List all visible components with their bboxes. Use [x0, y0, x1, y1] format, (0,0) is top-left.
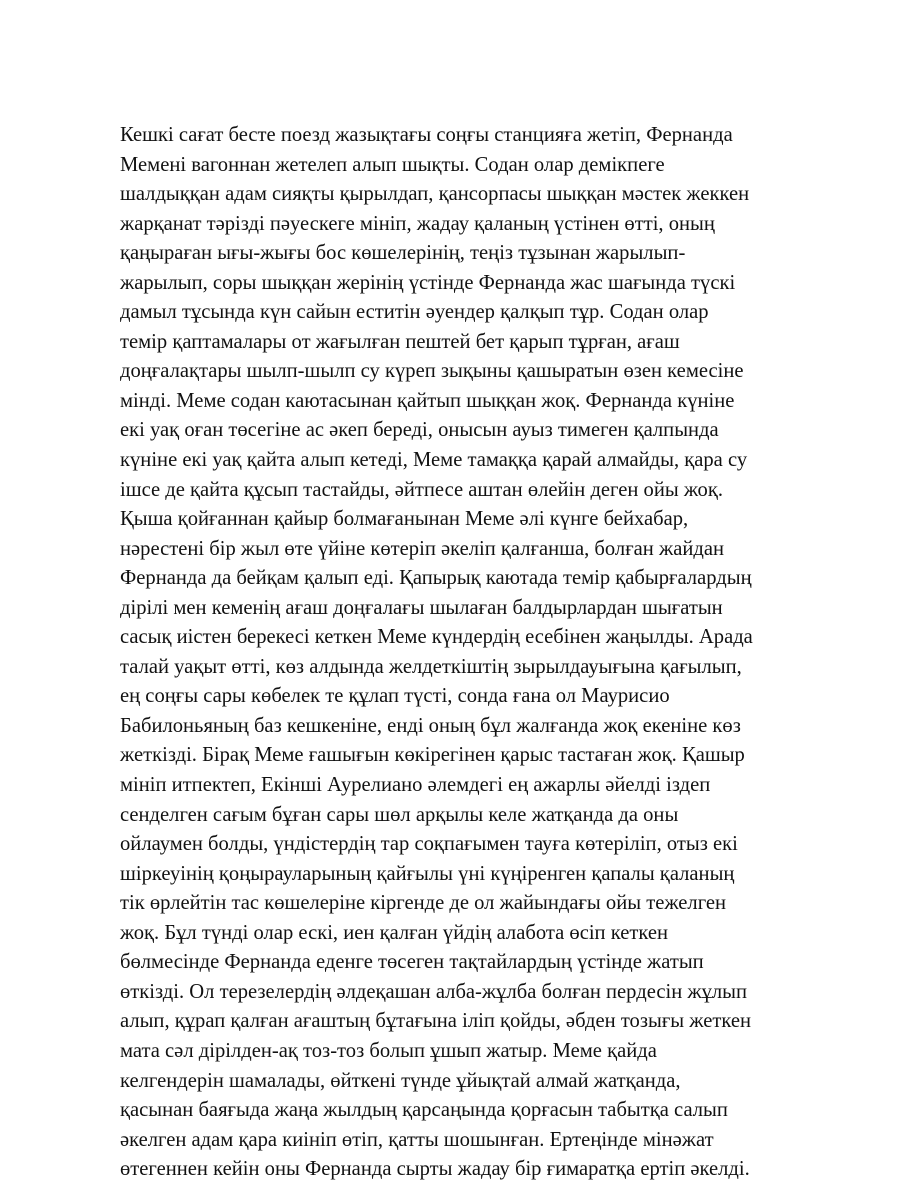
- text-line: келгендерін шамалады, өйткені түнде ұйықтай алмай жатқанда,: [120, 1069, 681, 1092]
- text-line: сенделген сағым бұған сары шөл арқылы келе жатқанда да оны: [120, 803, 679, 826]
- text-line: доңғалақтары шылп-шылп су күреп зықыны қашыратын өзен кемесіне: [120, 360, 744, 383]
- text-line: Кешкі сағат бесте поезд жазықтағы соңғы станцияға жетіп, Фернанда: [120, 124, 733, 146]
- text-line: шіркеуінің қоңырауларының қайғылы үні күңіренген қапалы қаланың: [120, 862, 735, 885]
- text-line: ішсе де қайта құсып тастайды, әйтпесе аштан өлейін деген ойы жоқ.: [120, 478, 724, 501]
- text-line: жоқ. Бұл түнді олар ескі, иен қалған үйдің алабота өсіп кеткен: [120, 921, 669, 944]
- text-line: дірілі мен кеменің ағаш доңғалағы шылаған балдырлардан шығатын: [120, 596, 723, 619]
- text-line: ойлаумен болды, үндістердің тар соқпағымен тауға көтеріліп, отыз екі: [120, 833, 738, 856]
- text-line: жарқанат тәрізді пәуескеге мініп, жадау қаланың үстінен өтті, оның: [120, 212, 715, 235]
- text-line: мата сәл дірілден-ақ тоз-тоз болып ұшып жатыр. Меме қайда: [120, 1039, 657, 1062]
- text-line: мінді. Меме содан каютасынан қайтып шыққан жоқ. Фернанда күніне: [120, 389, 735, 412]
- text-line: қаңыраған ығы-жығы бос көшелерінің, теңіз тұзынан жарылып-: [120, 242, 686, 265]
- text-line: темір қаптамалары от жағылған пештей бет қарып тұрған, ағаш: [120, 330, 680, 353]
- text-line: сасық иістен берекесі кеткен Меме күндердің есебінен жаңылды. Арада: [120, 626, 753, 649]
- text-line: мініп итпектеп, Екінші Аурелиано әлемдегі ең ажарлы әйелді іздеп: [120, 774, 711, 797]
- text-line: жеткізді. Бірақ Меме ғашығын көкірегінен қарыс тастаған жоқ. Қашыр: [120, 744, 745, 767]
- text-line: Мемені вагоннан жетелеп алып шықты. Содан олар демікпеге: [120, 153, 665, 176]
- text-line: шалдыққан адам сияқты қырылдап, қансорпасы шыққан мәстек жеккен: [120, 183, 750, 206]
- text-line: өткізді. Ол терезелердің әлдеқашан алба-жұлба болған пердесін жұлып: [120, 980, 748, 1003]
- text-line: жарылып, соры шыққан жерінің үстінде Фернанда жас шағында түскі: [120, 271, 736, 294]
- text-line: Фернанда да бейқам қалып еді. Қапырық каютада темір қабырғалардың: [120, 567, 752, 590]
- text-line: Қыша қойғаннан қайыр болмағанынан Меме әлі күнге бейхабар,: [120, 508, 689, 531]
- text-line: өтегеннен кейін оны Фернанда сырты жадау бір ғимаратқа ертіп әкелді.: [120, 1158, 750, 1181]
- text-line: дамыл тұсында күн сайын еститін әуендер қалқып тұр. Содан олар: [120, 301, 709, 324]
- text-line: тік өрлейтін тас көшелеріне кіргенде де ол жайындағы ойы тежелген: [120, 892, 727, 915]
- body-paragraph: [120, 121, 820, 1185]
- text-line: күніне екі уақ қайта алып кетеді, Меме тамаққа қарай алмайды, қара су: [120, 449, 748, 472]
- text-line: талай уақыт өтті, көз алдында желдеткіштің зырылдауығына қағылып,: [120, 655, 742, 678]
- text-line: екі уақ оған төсегіне ас әкеп береді, онысын ауыз тимеген қалпында: [120, 419, 719, 442]
- text-line: әкелген адам қара киініп өтіп, қатты шошынған. Ертеңінде мінәжат: [120, 1128, 714, 1151]
- text-line: алып, құрап қалған ағаштың бұтағына іліп қойды, әбден тозығы жеткен: [120, 1010, 751, 1033]
- text-line: қасынан баяғыда жаңа жылдың қарсаңында қорғасын табытқа салып: [120, 1099, 728, 1122]
- text-line: ең соңғы сары көбелек те құлап түсті, сонда ғана ол Маурисио: [120, 685, 670, 708]
- text-line: бөлмесінде Фернанда еденге төсеген тақтайлардың үстінде жатып: [120, 951, 704, 974]
- text-line: нәрестені бір жыл өте үйіне көтеріп әкеліп қалғанша, болған жайдан: [120, 537, 724, 560]
- text-line: Бабилоньяның баз кешкеніне, енді оның бұл жалғанда жоқ екеніне көз: [120, 714, 741, 737]
